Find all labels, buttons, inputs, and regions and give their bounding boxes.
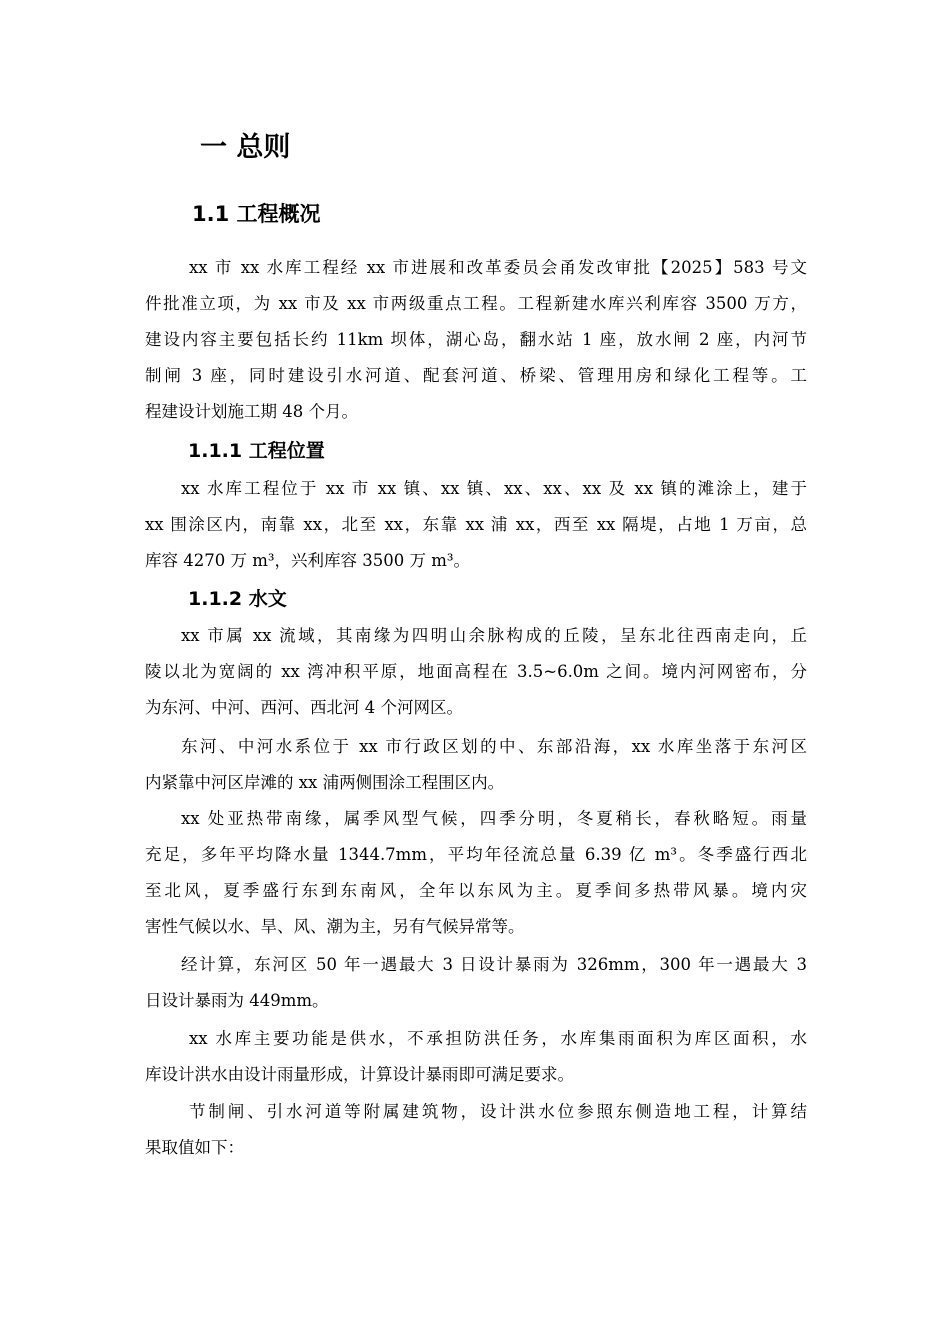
text-line: xx 水库主要功能是供水，不承担防洪任务，水库集雨面积为库区面积，水 <box>189 1029 807 1048</box>
heading-1-1: 1.1 工程概况 <box>192 202 321 226</box>
text-line: xx 市 xx 水库工程经 xx 市进展和改革委员会甬发改审批【2025】583 号文 <box>189 258 807 277</box>
heading-1-1-1: 1.1.1 工程位置 <box>188 440 325 462</box>
text-line: 库容 4270 万 m³，兴利库容 3500 万 m³。 <box>145 551 470 570</box>
text-line: 节制闸、引水河道等附属建筑物，设计洪水位参照东侧造地工程，计算结 <box>189 1102 807 1121</box>
text-line: 害性气候以水、旱、风、潮为主，另有气候异常等。 <box>145 917 525 936</box>
text-line: 为东河、中河、西河、西北河 4 个河网区。 <box>145 698 463 717</box>
text-line: 果取值如下： <box>145 1138 244 1157</box>
text-line: xx 处亚热带南缘，属季风型气候，四季分明，冬夏稍长，春秋略短。雨量 <box>181 809 807 828</box>
text-line: xx 水库工程位于 xx 市 xx 镇、xx 镇、xx、xx、xx 及 xx 镇的滩涂上，建于 <box>181 479 807 498</box>
text-line: 建设内容主要包括长约 11km 坝体，湖心岛，翻水站 1 座，放水闸 2 座，内河节 <box>145 330 807 349</box>
paragraph-hydrology-2 <box>145 729 807 801</box>
text-line: 程建设计划施工期 48 个月。 <box>145 402 358 421</box>
text-line: 陵以北为宽阔的 xx 湾冲积平原，地面高程在 3.5~6.0m 之间。境内河网密布，分 <box>145 662 807 681</box>
paragraph-hydrology-1 <box>145 618 807 726</box>
paragraph-hydrology-5 <box>145 1021 807 1093</box>
text-line: 充足，多年平均降水量 1344.7mm，平均年径流总量 6.39 亿 m³。冬季盛行西北 <box>145 845 807 864</box>
section-title: 一 总则 <box>200 132 291 163</box>
text-line: 东河、中河水系位于 xx 市行政区划的中、东部沿海，xx 水库坐落于东河区 <box>181 737 807 756</box>
text-line: 制闸 3 座，同时建设引水河道、配套河道、桥梁、管理用房和绿化工程等。工 <box>145 366 807 385</box>
text-line: xx 市属 xx 流域，其南缘为四明山余脉构成的丘陵，呈东北往西南走向，丘 <box>181 626 807 645</box>
text-line: xx 围涂区内，南靠 xx，北至 xx，东靠 xx 浦 xx，西至 xx 隔堤，占地 1 万亩，总 <box>145 515 807 534</box>
paragraph-hydrology-6 <box>145 1094 807 1166</box>
paragraph-hydrology-4 <box>145 947 807 1019</box>
heading-1-1-2: 1.1.2 水文 <box>188 588 287 610</box>
text-line: 至北风，夏季盛行东到东南风，全年以东风为主。夏季间多热带风暴。境内灾 <box>145 881 807 900</box>
text-line: 日设计暴雨为 449mm。 <box>145 991 329 1010</box>
text-line: 件批准立项，为 xx 市及 xx 市两级重点工程。工程新建水库兴利库容 3500 万方， <box>145 294 807 313</box>
text-line: 经计算，东河区 50 年一遇最大 3 日设计暴雨为 326mm，300 年一遇最大 3 <box>181 955 807 974</box>
paragraph-location <box>145 471 807 579</box>
text-line: 内紧靠中河区岸滩的 xx 浦两侧围涂工程围区内。 <box>145 773 505 792</box>
paragraph-overview <box>145 250 807 430</box>
text-line: 库设计洪水由设计雨量形成，计算设计暴雨即可满足要求。 <box>145 1065 574 1084</box>
paragraph-hydrology-3 <box>145 801 807 945</box>
